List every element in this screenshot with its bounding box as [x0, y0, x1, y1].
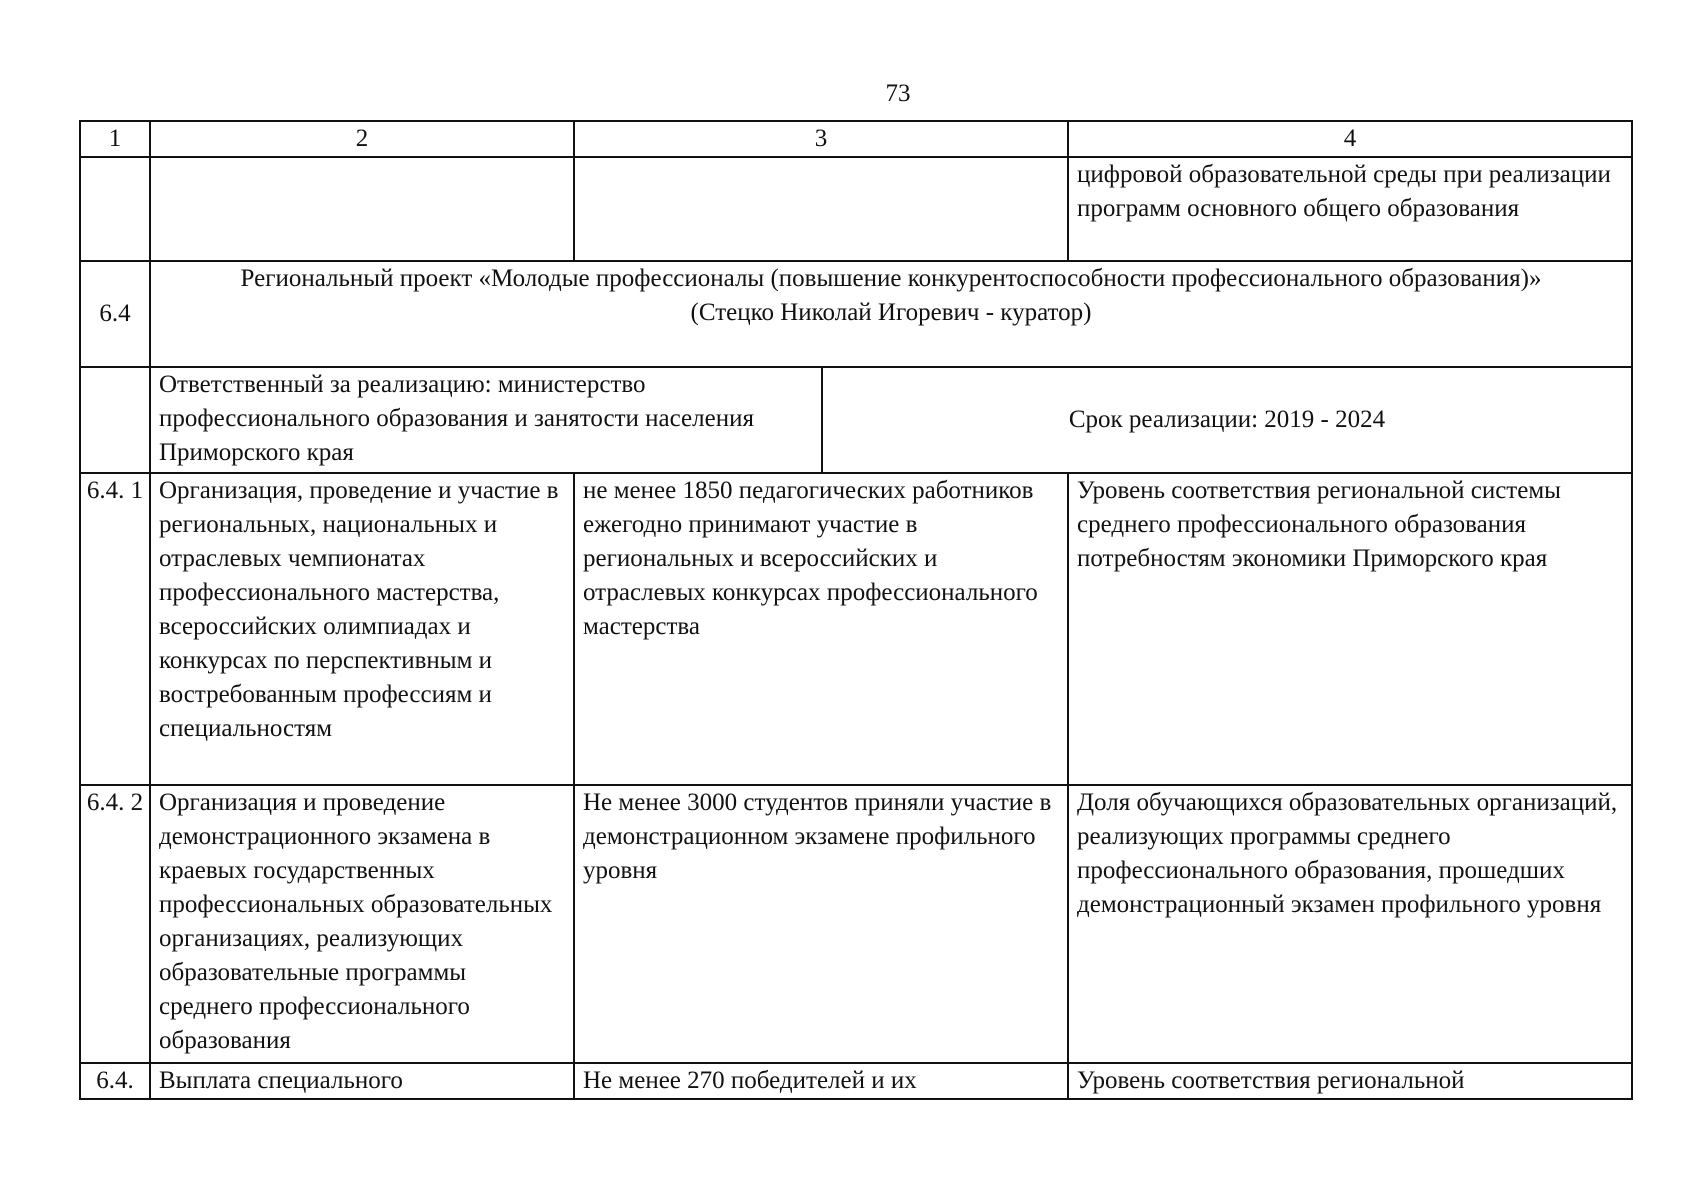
cell-result: [574, 157, 1068, 261]
row-event: Организация и проведение демонстрационного экзамена в краевых государственных профессиональных образовательных организациях, реализующих образовательные программы среднего профессионального образования: [150, 785, 574, 1063]
continuation-row: [80, 157, 1632, 261]
responsible-empty-cell: [80, 367, 150, 473]
cell-number: [80, 157, 150, 261]
row-indicator: Уровень соответствия региональной системы среднего профессионального образования потребностям экономики Приморского края: [1068, 473, 1632, 785]
row-result: Не менее 3000 студентов приняли участие в демонстрационном экзамене профильного уровня: [574, 785, 1068, 1063]
row-indicator: Доля обучающихся образовательных организаций, реализующих программы среднего профессионального образования, прошедших демонстрационный экзамен профильного уровня: [1068, 785, 1632, 1063]
row-indicator: Уровень соответствия региональной: [1068, 1063, 1632, 1099]
row-number: 6.4. 1: [80, 473, 150, 785]
project-row: [80, 261, 1632, 367]
row-event: Выплата специального: [150, 1063, 574, 1099]
column-header-3: 3: [574, 121, 1068, 157]
cell-indicator: цифровой образовательной среды при реализации программ основного общего образования: [1068, 157, 1632, 261]
project-curator: (Стецко Николай Игоревич - куратор): [690, 299, 1092, 326]
project-number: 6.4: [80, 261, 150, 367]
row-number: 6.4. 2: [80, 785, 150, 1063]
responsible-text: Ответственный за реализацию: министерство профессионального образования и занятости населения Приморского края: [150, 367, 822, 473]
row-result: Не менее 270 победителей и их: [574, 1063, 1068, 1099]
table-row: [80, 785, 1632, 1063]
project-title: Региональный проект «Молодые профессионалы (повышение конкурентоспособности профессионального образования)»: [240, 265, 1542, 292]
measures-table: [79, 120, 1633, 1100]
column-header-1: 1: [80, 121, 150, 157]
table-row: [80, 473, 1632, 785]
implementation-term: Срок реализации: 2019 - 2024: [822, 367, 1632, 473]
column-header-2: 2: [150, 121, 574, 157]
row-number: 6.4.: [80, 1063, 150, 1099]
project-title-cell: [150, 261, 1632, 367]
responsible-row: [80, 367, 1632, 473]
column-header-4: 4: [1068, 121, 1632, 157]
cell-event: [150, 157, 574, 261]
column-header-row: [80, 121, 1632, 157]
row-event: Организация, проведение и участие в региональных, национальных и отраслевых чемпионатах профессионального мастерства, всероссийских олимпиадах и конкурсах по перспективным и востребованным профессиям и специальностям: [150, 473, 574, 785]
page-number: 73: [885, 80, 911, 107]
table-row: [80, 1063, 1632, 1099]
row-result: не менее 1850 педагогических работников ежегодно принимают участие в региональных и всероссийских и отраслевых конкурсах профессионального мастерства: [574, 473, 1068, 785]
